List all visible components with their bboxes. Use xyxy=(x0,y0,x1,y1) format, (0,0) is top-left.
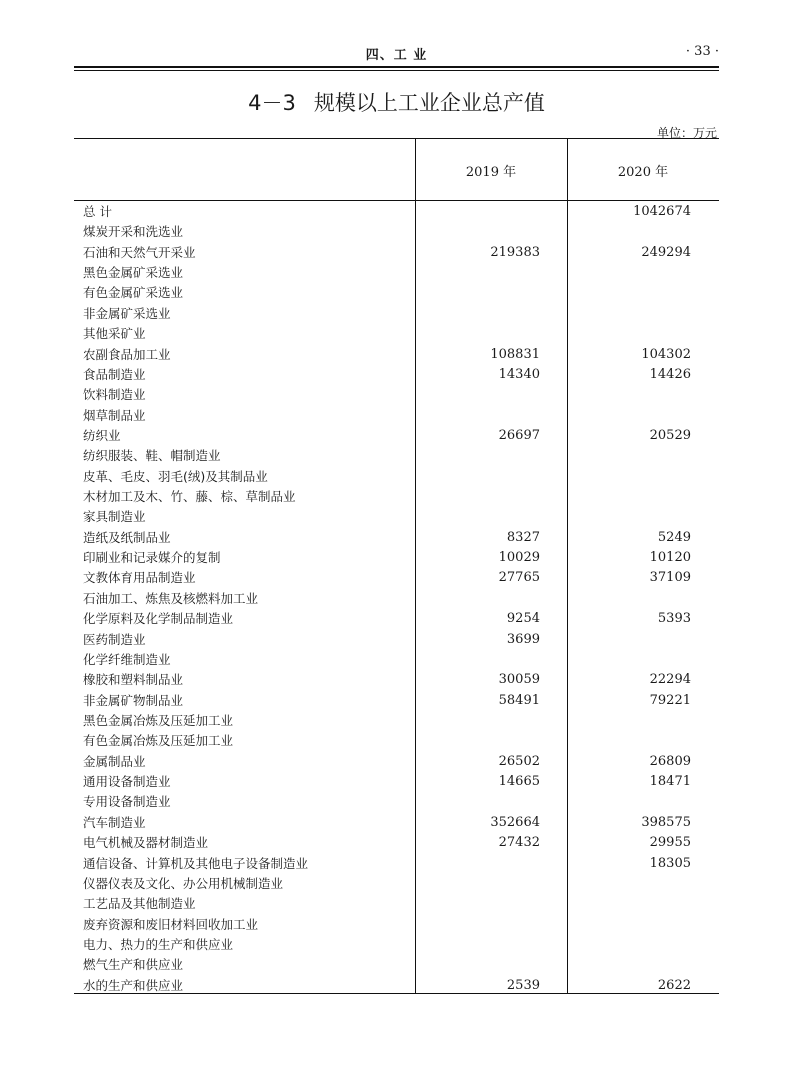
row-label: 纺织业 xyxy=(83,427,121,443)
value-2020: 10120 xyxy=(649,550,691,566)
table-title xyxy=(74,87,719,117)
table-row xyxy=(74,345,719,365)
value-2019: 108831 xyxy=(490,346,540,362)
row-label: 烟草制品业 xyxy=(83,407,146,423)
value-2020: 37109 xyxy=(649,570,691,586)
value-2020: 5393 xyxy=(657,611,691,627)
table-row xyxy=(74,650,719,670)
table-row xyxy=(74,915,719,935)
row-label: 其他采矿业 xyxy=(83,326,146,342)
table-row xyxy=(74,568,719,588)
value-2020: 18471 xyxy=(649,774,691,790)
table-row xyxy=(74,222,719,242)
table-row xyxy=(74,976,719,996)
value-2019: 219383 xyxy=(490,244,540,260)
table-body xyxy=(74,202,719,996)
value-2019: 26502 xyxy=(498,753,540,769)
table-row xyxy=(74,263,719,283)
table-row xyxy=(74,792,719,812)
value-2019: 26697 xyxy=(498,427,540,443)
table-row xyxy=(74,630,719,650)
row-label: 通信设备、计算机及其他电子设备制造业 xyxy=(83,855,309,871)
row-label: 非金属矿物制品业 xyxy=(83,692,184,708)
running-head xyxy=(74,40,719,64)
data-table xyxy=(74,138,719,994)
value-2020: 2622 xyxy=(657,977,691,993)
row-label: 医药制造业 xyxy=(83,631,146,647)
value-2020: 249294 xyxy=(641,244,691,260)
table-row xyxy=(74,487,719,507)
row-label: 饮料制造业 xyxy=(83,387,146,403)
value-2020: 79221 xyxy=(649,692,691,708)
value-2019: 9254 xyxy=(506,611,540,627)
row-label: 纺织服装、鞋、帽制造业 xyxy=(83,448,221,464)
value-2020: 1042674 xyxy=(633,204,691,219)
table-row xyxy=(74,589,719,609)
value-2020: 29955 xyxy=(649,835,691,851)
table-row xyxy=(74,426,719,446)
table-row xyxy=(74,385,719,405)
table-row xyxy=(74,243,719,263)
row-label: 汽车制造业 xyxy=(83,814,146,830)
table-row xyxy=(74,854,719,874)
page-number: · 33 · xyxy=(685,44,719,59)
table-row xyxy=(74,955,719,975)
value-2020: 18305 xyxy=(649,855,691,871)
table-row xyxy=(74,365,719,385)
table-row xyxy=(74,894,719,914)
value-2019: 30059 xyxy=(498,672,540,688)
table-row xyxy=(74,833,719,853)
row-label: 有色金属冶炼及压延加工业 xyxy=(83,733,234,749)
table-row xyxy=(74,406,719,426)
table-row xyxy=(74,670,719,690)
row-label: 非金属矿采选业 xyxy=(83,305,171,321)
row-label: 木材加工及木、竹、藤、棕、草制品业 xyxy=(83,489,296,505)
table-row xyxy=(74,609,719,629)
table-row xyxy=(74,283,719,303)
value-2019: 14665 xyxy=(498,774,540,790)
header-divider xyxy=(74,200,719,201)
row-label: 家具制造业 xyxy=(83,509,146,525)
table-row xyxy=(74,446,719,466)
header-rule-thin xyxy=(74,70,719,71)
value-2019: 27765 xyxy=(498,570,540,586)
row-label: 石油和天然气开采业 xyxy=(83,244,196,260)
value-2019: 14340 xyxy=(498,366,540,382)
column-header-2020: 2020 年 xyxy=(617,165,669,180)
chapter-title: 四、工 业 xyxy=(365,48,428,63)
table-row xyxy=(74,874,719,894)
value-2020: 20529 xyxy=(649,427,691,443)
value-2019: 10029 xyxy=(498,550,540,566)
row-label: 总 计 xyxy=(83,204,112,219)
table-row xyxy=(74,304,719,324)
value-2020: 5249 xyxy=(657,529,691,545)
table-row xyxy=(74,935,719,955)
value-2020: 22294 xyxy=(649,672,691,688)
table-row xyxy=(74,528,719,548)
row-label: 电气机械及器材制造业 xyxy=(83,835,209,851)
value-2020: 14426 xyxy=(649,366,691,382)
row-label: 食品制造业 xyxy=(83,366,146,382)
table-row xyxy=(74,507,719,527)
table-row xyxy=(74,691,719,711)
value-2019: 58491 xyxy=(498,692,540,708)
row-label: 黑色金属矿采选业 xyxy=(83,265,184,281)
row-label: 文教体育用品制造业 xyxy=(83,570,196,586)
column-header-2019: 2019 年 xyxy=(465,165,517,180)
value-2019: 27432 xyxy=(498,835,540,851)
row-label: 水的生产和供应业 xyxy=(83,977,184,993)
row-label: 化学纤维制造业 xyxy=(83,651,171,667)
row-label: 废弃资源和废旧材料回收加工业 xyxy=(83,916,259,932)
row-label: 金属制品业 xyxy=(83,753,146,769)
table-row xyxy=(74,202,719,222)
row-label: 有色金属矿采选业 xyxy=(83,285,184,301)
row-label: 燃气生产和供应业 xyxy=(83,957,184,973)
table-row xyxy=(74,813,719,833)
row-label: 橡胶和塑料制品业 xyxy=(83,672,184,688)
row-label: 煤炭开采和洗选业 xyxy=(83,224,184,240)
row-label: 皮革、毛皮、羽毛(绒)及其制品业 xyxy=(83,468,268,484)
table-row xyxy=(74,731,719,751)
table-row xyxy=(74,467,719,487)
value-2019: 352664 xyxy=(490,814,540,830)
table-row xyxy=(74,752,719,772)
row-label: 电力、热力的生产和供应业 xyxy=(83,936,234,952)
unit-label: 单位：万元 xyxy=(656,126,717,140)
row-label: 仪器仪表及文化、办公用机械制造业 xyxy=(83,875,284,891)
value-2019: 8327 xyxy=(506,529,540,545)
value-2019: 3699 xyxy=(506,631,540,647)
row-label: 通用设备制造业 xyxy=(83,774,171,790)
value-2020: 104302 xyxy=(641,346,691,362)
table-row xyxy=(74,324,719,344)
value-2020: 26809 xyxy=(649,753,691,769)
row-label: 专用设备制造业 xyxy=(83,794,171,810)
value-2020: 398575 xyxy=(641,814,691,830)
row-label: 造纸及纸制品业 xyxy=(83,529,171,545)
header-rule-thick xyxy=(74,66,719,68)
row-label: 印刷业和记录媒介的复制 xyxy=(83,550,221,566)
table-row xyxy=(74,772,719,792)
row-label: 农副食品加工业 xyxy=(83,346,171,362)
table-row xyxy=(74,711,719,731)
value-2019: 2539 xyxy=(506,977,540,993)
table-number: 4－3 xyxy=(248,91,296,115)
table-row xyxy=(74,548,719,568)
table-title-text: 规模以上工业企业总产值 xyxy=(313,91,545,115)
row-label: 石油加工、炼焦及核燃料加工业 xyxy=(83,590,259,606)
row-label: 黑色金属冶炼及压延加工业 xyxy=(83,712,234,728)
row-label: 工艺品及其他制造业 xyxy=(83,896,196,912)
row-label: 化学原料及化学制品制造业 xyxy=(83,611,234,627)
